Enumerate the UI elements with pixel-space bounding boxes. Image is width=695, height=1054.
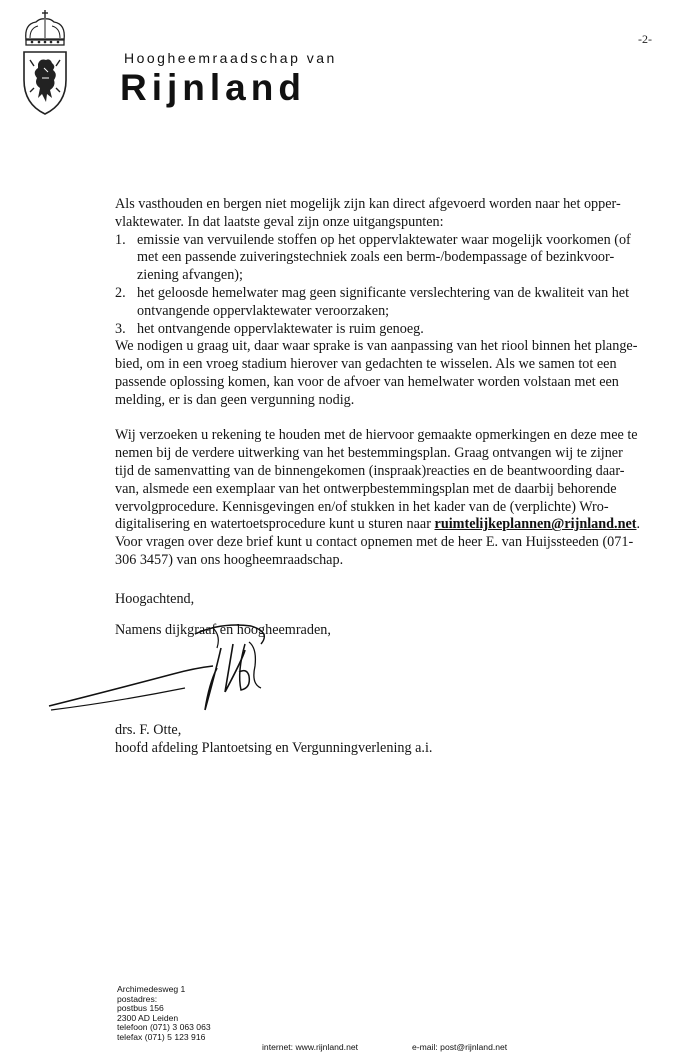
signer-title: hoofd afdeling Plantoetsing en Vergunningverlening a.i. — [115, 740, 433, 756]
organization-prefix: Hoogheemraadschap van — [124, 50, 337, 66]
body-line: Wij verzoeken u rekening te houden met de hiervoor gemaakte opmerkingen en deze mee te — [115, 427, 638, 444]
body-line: melding, er is dan geen vergunning nodig. — [115, 391, 355, 408]
list-item-number: 3. — [115, 320, 126, 337]
body-line: tijd de samenvatting van de binnengekomen (inspraak)reacties en de beantwoording daar- — [115, 462, 625, 479]
body-line: bied, om in een vroeg stadium hierover van gedachten te wisselen. Als we samen tot een — [115, 356, 617, 373]
footer-line: postadres: — [117, 993, 158, 1004]
footer-line: Archimedesweg 1 — [117, 984, 186, 994]
footer-address — [117, 985, 211, 1043]
body-line: Als vasthouden en bergen niet mogelijk zijn kan direct afgevoerd worden naar het opper- — [115, 196, 621, 212]
list-item-line: met een passende zuiveringstechniek zoals een berm-/bodempassage of bezinkvoor- — [137, 249, 615, 266]
rijnland-coat-of-arms-logo — [16, 8, 74, 118]
body-line: 306 3457) van ons hoogheemraadschap. — [115, 551, 344, 568]
body-line-with-link — [115, 516, 655, 534]
request-paragraph — [115, 427, 655, 569]
plans-email-link[interactable]: ruimtelijkeplannen@rijnland.net — [434, 516, 637, 533]
footer-line: postbus 156 — [117, 1003, 164, 1014]
intro-paragraph — [115, 196, 655, 232]
footer-line: 2300 AD Leiden — [117, 1012, 179, 1023]
list-item-line: emissie van vervuilende stoffen op het oppervlaktewater waar mogelijk voorkomen (of — [137, 231, 631, 248]
footer-line: telefoon (071) 3 063 063 — [117, 1022, 211, 1033]
footer-internet: internet: www.rijnland.net — [262, 1042, 359, 1052]
handwritten-signature — [45, 614, 305, 724]
invitation-paragraph — [115, 338, 655, 409]
link-suffix-text: . — [636, 516, 641, 533]
page-number: -2- — [638, 32, 652, 46]
body-line: vlaktewater. In dat laatste geval zijn onze uitgangspunten: — [115, 213, 444, 230]
body-line: Voor vragen over deze brief kunt u contact opnemen met de heer E. van Huijssteeden (071- — [115, 534, 634, 551]
body-line: van, alsmede een exemplaar van het ontwerpbestemmingsplan met de daarbij behorende — [115, 480, 617, 497]
list-item-number: 2. — [115, 284, 126, 301]
on-behalf-line: Namens dijkgraaf en hoogheemraden, — [115, 622, 331, 638]
body-line: We nodigen u graag uit, daar waar sprake is van aanpassing van het riool binnen het plange- — [115, 338, 638, 355]
list-item — [115, 232, 655, 285]
link-prefix-text: digitalisering en watertoetsprocedure kunt u sturen naar — [115, 516, 435, 533]
organization-name: Rijnland — [120, 67, 306, 108]
footer-line: telefax (071) 5 123 916 — [117, 1031, 206, 1042]
closing-greeting: Hoogachtend, — [115, 591, 195, 607]
list-item-line: ontvangende oppervlaktewater veroorzaken; — [137, 302, 390, 319]
body-line: passende oplossing komen, kan voor de afvoer van hemelwater worden volstaan met een — [115, 373, 619, 390]
body-line: vervolgprocedure. Kennisgevingen en/of stukken in het kader van de (verplichte) Wro- — [115, 498, 609, 515]
footer-email: e-mail: post@rijnland.net — [412, 1042, 508, 1052]
body-line: nemen bij de verdere uitwerking van het bestemmingsplan. Graag ontvangen wij te zijner — [115, 445, 623, 462]
list-item — [115, 321, 655, 339]
list-item — [115, 285, 655, 321]
list-item-number: 1. — [115, 231, 126, 248]
list-item-line: het ontvangende oppervlaktewater is ruim genoeg. — [137, 320, 424, 337]
signer-name: drs. F. Otte, — [115, 722, 182, 738]
list-item-line: ziening afvangen); — [137, 267, 243, 284]
letter-body — [115, 196, 655, 570]
list-item-line: het geloosde hemelwater mag geen significante verslechtering van de kwaliteit van het — [137, 284, 630, 301]
